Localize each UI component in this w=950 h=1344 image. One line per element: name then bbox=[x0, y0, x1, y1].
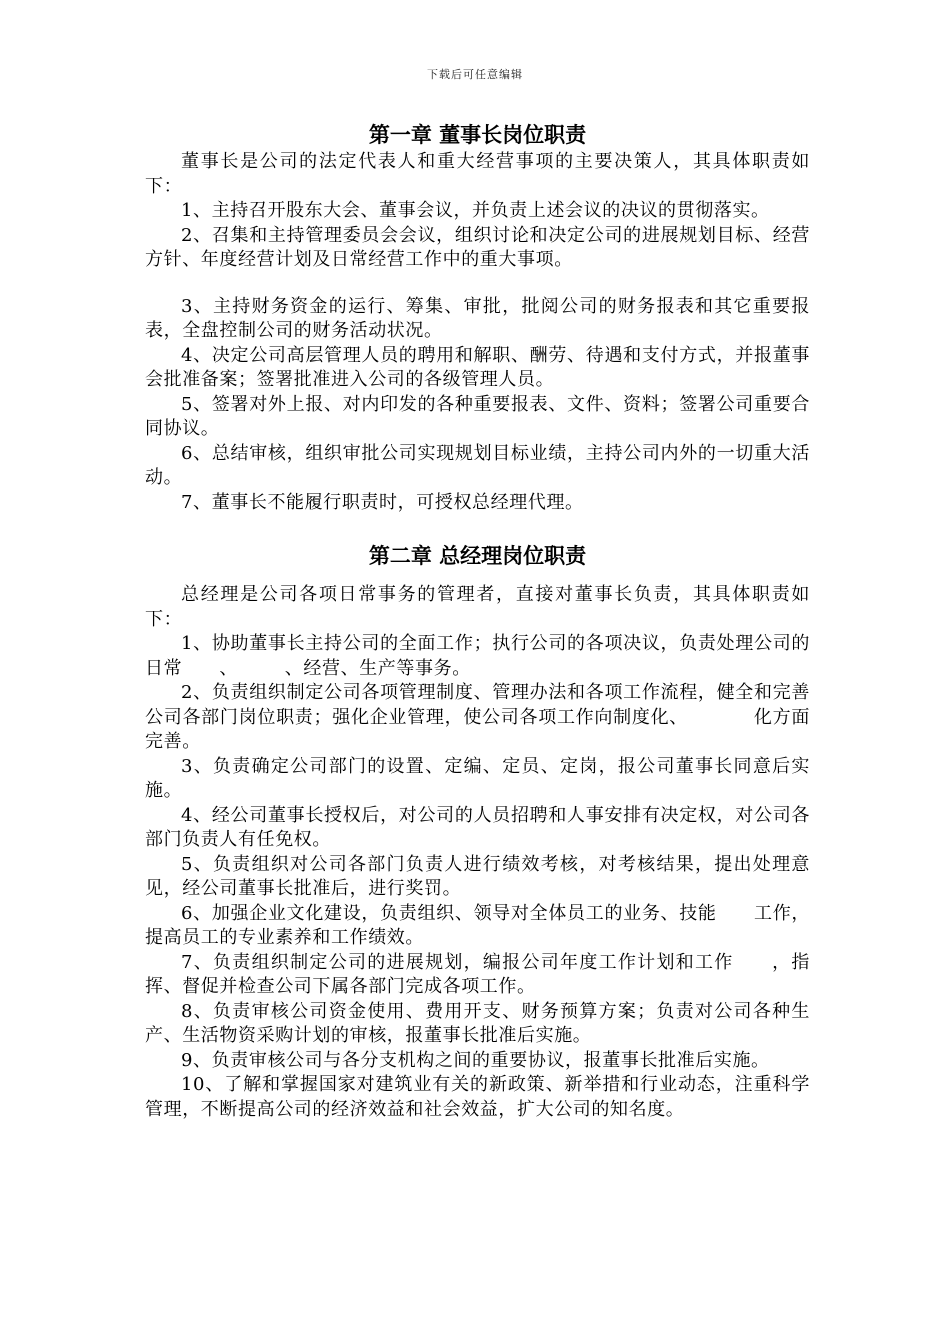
document-body bbox=[145, 120, 810, 1122]
chapter1-item-1: 1、主持召开股东大会、董事会议，并负责上述会议的决议的贯彻落实。 bbox=[181, 200, 770, 221]
chapter1-item-7: 7、董事长不能履行职责时，可授权总经理代理。 bbox=[181, 491, 584, 513]
chapter2-item-6: 6、加强企业文化建设，负责组织、领导对全体员工的业务、技能 工作，提高员工的专业素养和工作绩效。 bbox=[145, 902, 810, 948]
chapter2-item-7: 7、负责组织制定公司的进展规划，编报公司年度工作计划和工作 ，指挥、督促并检查公司下属各部门完成各项工作。 bbox=[145, 951, 810, 997]
chapter2-item-1: 1、协助董事长主持公司的全面工作；执行公司的各项决议，负责处理公司的日常 、 、经营、生产等事务。 bbox=[145, 633, 810, 679]
chapter1-item-6: 6、总结审核，组织审批公司实现规划目标业绩，主持公司内外的一切重大活动。 bbox=[145, 442, 810, 488]
chapter2-item-5: 5、负责组织对公司各部门负责人进行绩效考核，对考核结果，提出处理意见，经公司董事长批准后，进行奖罚。 bbox=[145, 853, 810, 899]
chapter1-intro: 董事长是公司的法定代表人和重大经营事项的主要决策人，其具体职责如下： bbox=[145, 151, 810, 197]
chapter1-item-4: 4、决定公司高层管理人员的聘用和解职、酬劳、待遇和支付方式，并报董事会批准备案；签署批准进入公司的各级管理人员。 bbox=[145, 344, 810, 390]
chapter2-item-8: 8、负责审核公司资金使用、费用开支、财务预算方案；负责对公司各种生产、生活物资采购计划的审核，报董事长批准后实施。 bbox=[145, 1000, 810, 1046]
chapter2-intro: 总经理是公司各项日常事务的管理者，直接对董事长负责，其具体职责如下： bbox=[145, 584, 810, 630]
chapter2-title: 第二章 总经理岗位职责 bbox=[368, 543, 587, 568]
chapter1-title: 第一章 董事长岗位职责 bbox=[368, 122, 587, 147]
page-header: 下载后可任意编辑 bbox=[427, 68, 523, 81]
chapter1-item-2: 2、召集和主持管理委员会会议，组织讨论和决定公司的进展规划目标、经营方针、年度经营计划及日常经营工作中的重大事项。 bbox=[145, 224, 810, 270]
chapter2-item-4: 4、经公司董事长授权后，对公司的人员招聘和人事安排有决定权，对公司各部门负责人有任免权。 bbox=[145, 804, 810, 850]
chapter1-item-3: 3、主持财务资金的运行、筹集、审批，批阅公司的财务报表和其它重要报表，全盘控制公司的财务活动状况。 bbox=[145, 295, 810, 341]
chapter2-item-3: 3、负责确定公司部门的设置、定编、定员、定岗，报公司董事长同意后实施。 bbox=[145, 755, 810, 801]
chapter2-item-10: 10、了解和掌握国家对建筑业有关的新政策、新举措和行业动态，注重科学管理，不断提高公司的经济效益和社会效益，扩大公司的知名度。 bbox=[145, 1074, 810, 1120]
chapter1-item-5: 5、签署对外上报、对内印发的各种重要报表、文件、资料；签署公司重要合同协议。 bbox=[145, 393, 810, 439]
chapter2-item-2: 2、负责组织制定公司各项管理制度、管理办法和各项工作流程，健全和完善公司各部门岗位职责；强化企业管理，使公司各项工作向制度化、 化方面完善。 bbox=[145, 682, 810, 752]
chapter2-item-9: 9、负责审核公司与各分支机构之间的重要协议，报董事长批准后实施。 bbox=[181, 1049, 770, 1071]
